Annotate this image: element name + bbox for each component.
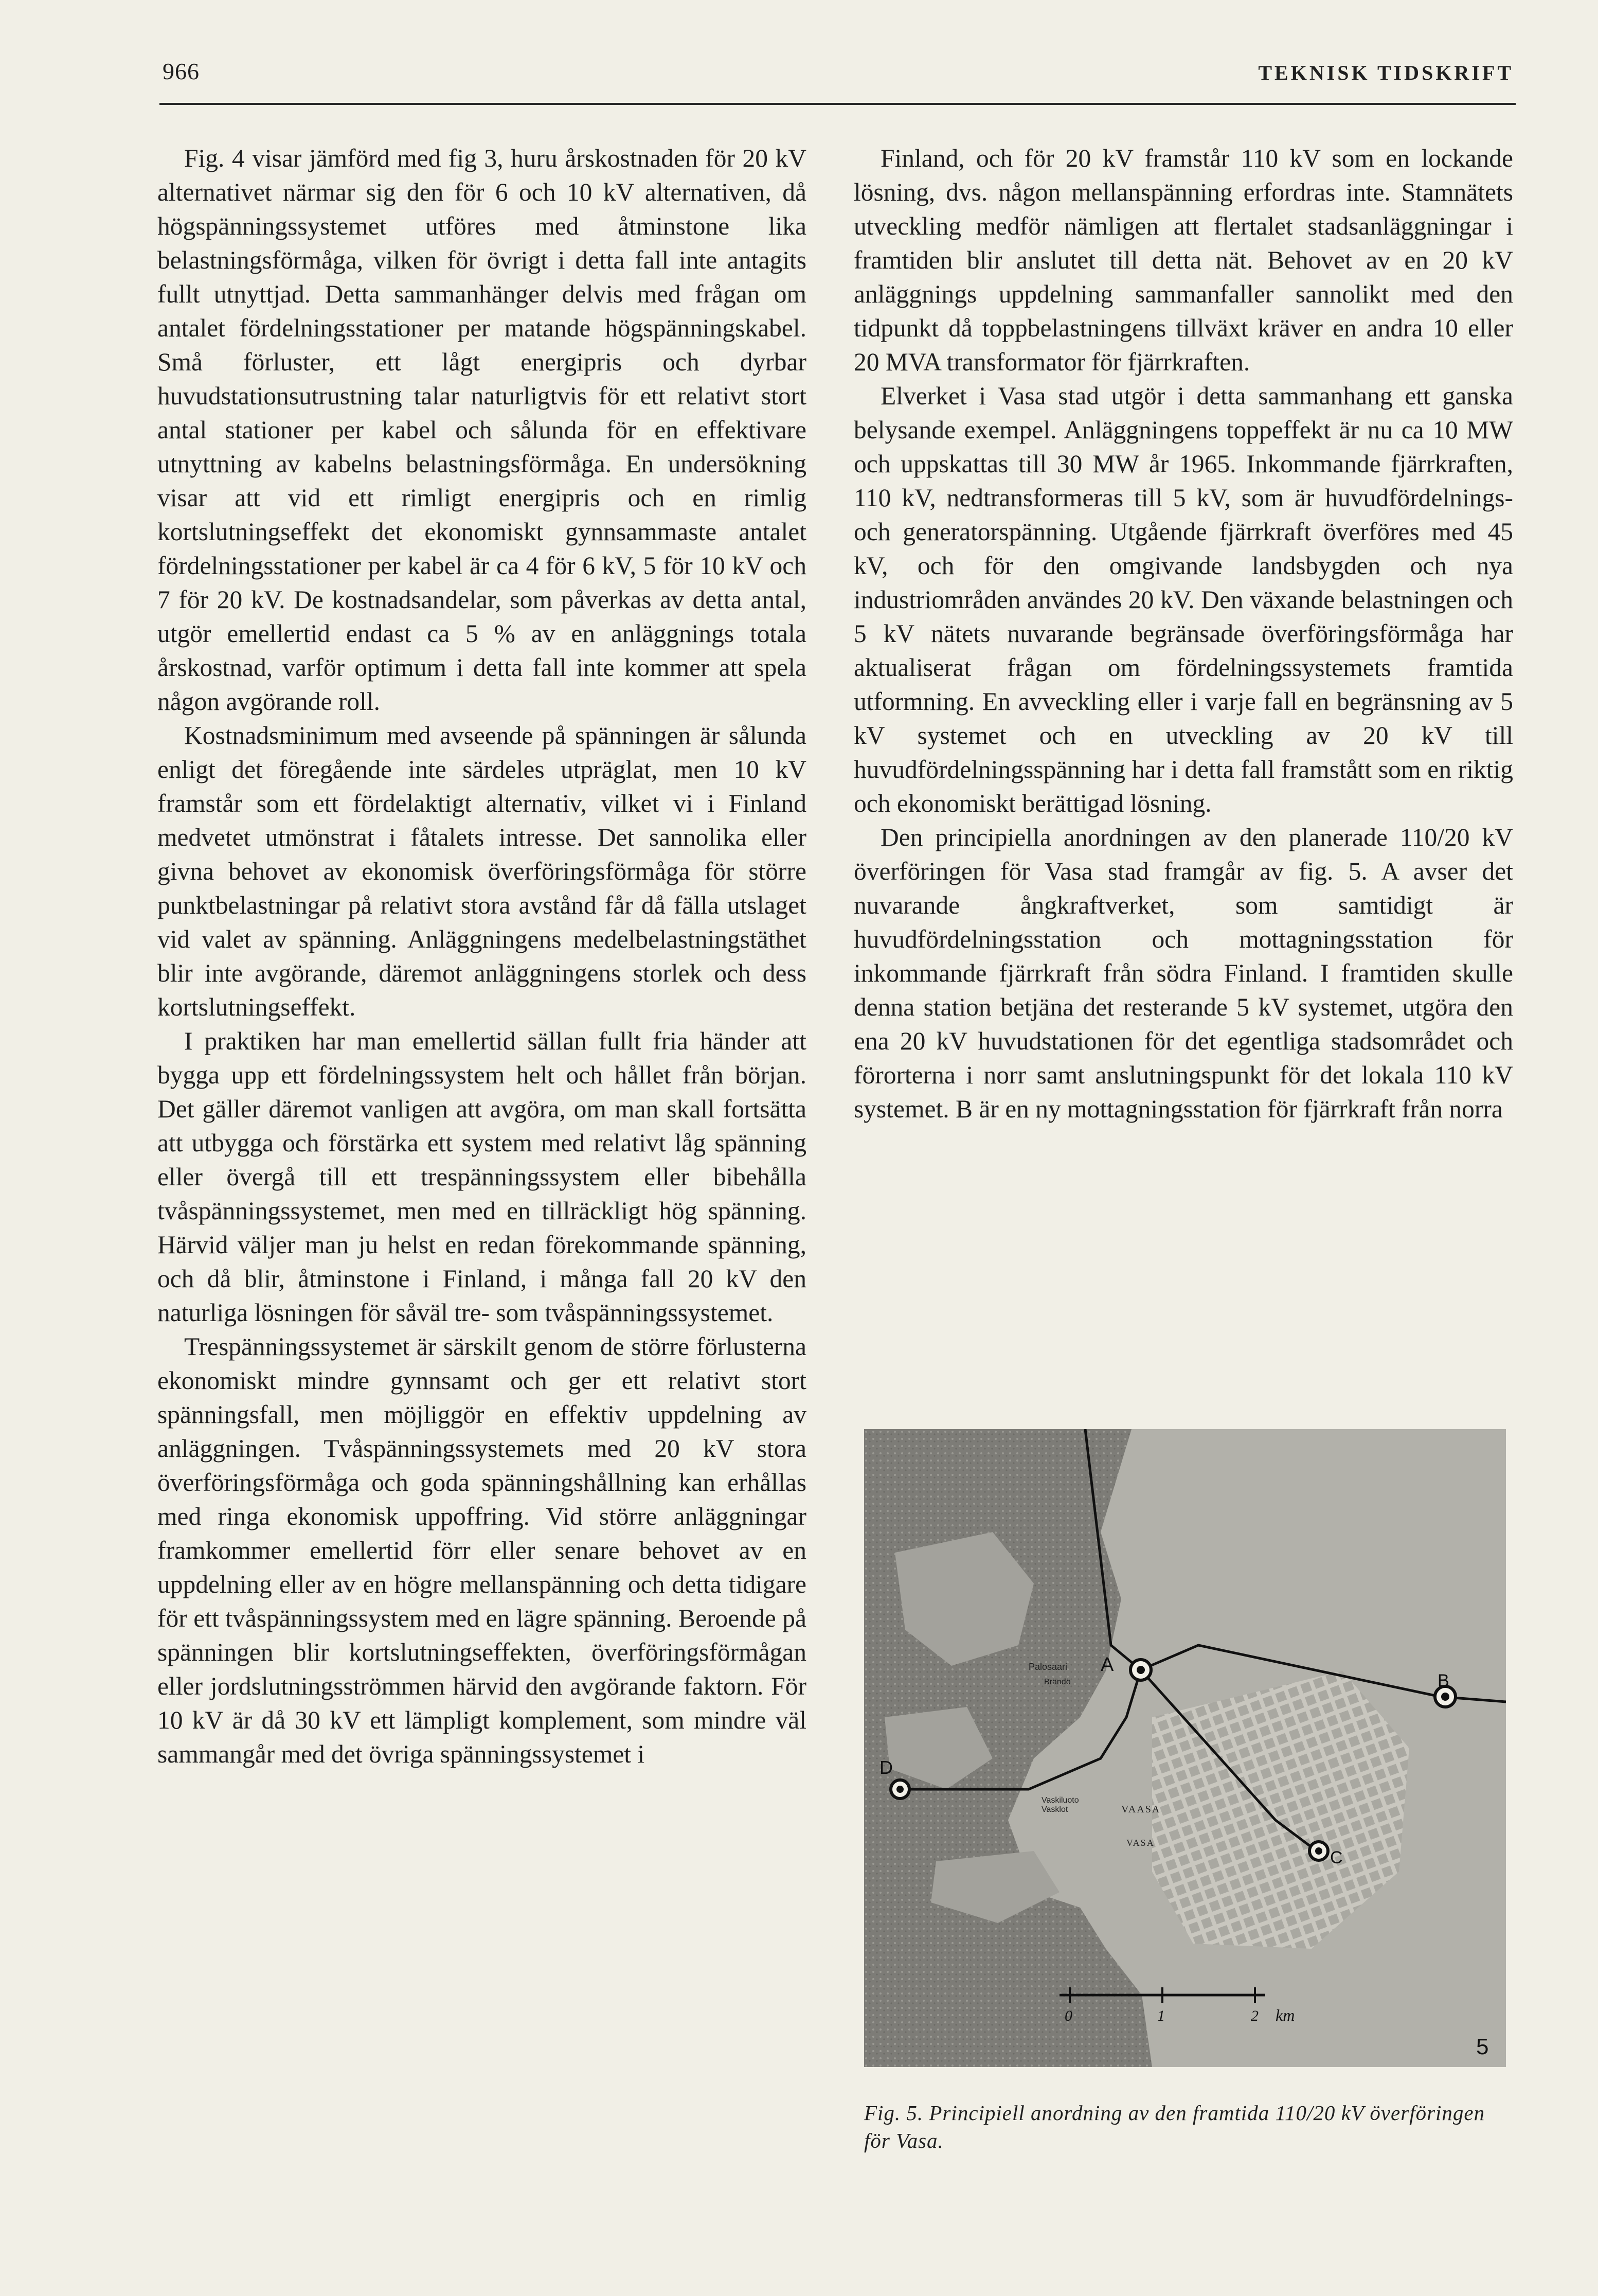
station-d-label: D <box>879 1757 893 1778</box>
right-text-column <box>854 141 1513 1126</box>
vasa-map <box>864 1429 1506 2067</box>
map-figure <box>864 1429 1506 2067</box>
running-head: TEKNISK TIDSKRIFT <box>1258 61 1514 84</box>
station-b-label: B <box>1438 1671 1449 1690</box>
left-text-column <box>157 141 806 1771</box>
scale-label: 2 <box>1251 2007 1259 2024</box>
scale-unit: km <box>1276 2006 1295 2024</box>
paragraph: Trespänningssystemet är särskilt genom de större förlusterna ekonomiskt mindre gynnsamt och ger ett relativt stort spänningsfall, men möjliggör en effektiv uppdelning av anläggningen. Tvåspänningssystemets med 20 kV stora överföringsförmåga och goda spänningshållning kan erhållas med ringa ekonomisk uppoffring. Vid större anläggningar framkommer emellertid förr eller senare behovet av en uppdelning eller av en högre mellanspänning och detta tidigare för ett tvåspänningssystem med en lägre spänning. Beroende på spänningen blir kortslutningseffekten, överföringsförmågan eller jordslutningsströmmen härvid den avgörande faktorn. För 10 kV är då 30 kV ett lämpligt komplement, som mindre väl sammangår med det övriga spänningssystemet i <box>157 1332 806 1768</box>
figure-number: 5 <box>1476 2034 1489 2059</box>
paragraph: I praktiken har man emellertid sällan fullt fria händer att bygga upp ett fördelningssystem helt och hållet från början. Det gäller däremot vanligen att avgöra, om man skall fortsätta att utbygga och förstärka ett system med relativt låg spänning eller övergå till ett trespänningssystem eller bibehålla tvåspänningssystemet, men med en tillräckligt hög spänning. Härvid väljer man ju helst en redan förekommande spänning, och då blir, åtminstone i Finland, i många fall 20 kV den naturliga lösningen för såväl tre- som tvåspänningssystemet. <box>157 1027 806 1327</box>
figure-caption <box>864 2099 1513 2155</box>
scale-label: 1 <box>1157 2007 1165 2024</box>
place-label: Brändö <box>1044 1678 1071 1686</box>
place-label: Vaskiluoto <box>1042 1796 1079 1805</box>
place-label: Palosaari <box>1029 1662 1068 1672</box>
header-rule <box>159 103 1516 105</box>
paragraph: Finland, och för 20 kV framstår 110 kV som en lockande lösning, dvs. någon mellanspänning erfordras inte. Stamnätets utveckling medför nämligen att flertalet stadsanläggningar i framtiden blir anslutet till detta nät. Behovet av en 20 kV anläggnings uppdelning sammanfaller sannolikt med den tidpunkt då toppbelastningens tillväxt kräver en andra 10 eller 20 MVA transformator för fjärrkraften. <box>854 144 1513 376</box>
paragraph: Kostnadsminimum med avseende på spänningen är sålunda enligt det föregående inte särdeles utpräglat, men 10 kV framstår som ett fördelaktigt alternativ, vilket vi i Finland medvetet utmönstrat i fåtalets intresse. Det sannolika eller givna behovet av ekonomisk överföringsförmåga för större punktbelastningar på relativt stora avstånd får då fälla utslaget vid valet av spänning. Anläggningens medelbelastningstäthet blir inte avgörande, däremot anläggningens storlek och dess kortslutningseffekt. <box>157 721 806 1021</box>
city-label: VAASA <box>1121 1804 1161 1815</box>
scale-label: 0 <box>1065 2007 1072 2024</box>
paragraph: Elverket i Vasa stad utgör i detta sammanhang ett ganska belysande exempel. Anläggningens toppeffekt är nu ca 10 MW och uppskattas till 30 MW år 1965. Inkommande fjärrkraften, 110 kV, nedtransformeras till 5 kV, som är huvudfördelnings- och generatorspänning. Utgående fjärrkraft överföres med 45 kV, och för den omgivande landsbygden och nya industriområden användes 20 kV. Den växande belastningen och 5 kV nätets nuvarande begränsade överföringsförmåga har aktualiserat frågan om fördelningssystemets framtida utformning. En avveckling eller i varje fall en begränsning av 5 kV systemet och en utveckling av 20 kV till huvudfördelningsspänning har i detta fall framstått som en riktig och ekonomiskt berättigad lösning. <box>854 382 1513 817</box>
place-label: Vasklot <box>1042 1805 1068 1814</box>
page-number: 966 <box>163 58 200 84</box>
station-a-label: A <box>1101 1654 1114 1676</box>
station-c-label: C <box>1330 1848 1343 1867</box>
paragraph: Fig. 4 visar jämförd med fig 3, huru årskostnaden för 20 kV alternativet närmar sig den för 6 och 10 kV alternativen, då högspänningssystemet utföres med åtminstone lika belastningsförmåga, vilken för övrigt i detta fall inte antagits fullt utnyttjad. Detta sammanhänger delvis med frågan om antalet fördelningsstationer per matande högspänningskabel. Små förluster, ett lågt energipris och dyrbar huvudstationsutrustning talar naturligtvis för ett relativt stort antal stationer per kabel och sålunda för en effektivare utnyttning av kabelns belastningsförmåga. En undersökning visar att vid ett rimligt energipris och en rimlig kortslutningseffekt det ekonomiskt gynnsammaste antalet fördelningsstationer per kabel är ca 4 för 6 kV, 5 för 10 kV och 7 för 20 kV. De kostnadsandelar, som påverkas av detta antal, utgör emellertid endast ca 5 % av en anläggnings totala årskostnad, varför optimum i detta fall inte kommer att spela någon avgörande roll. <box>157 144 806 716</box>
caption-text: Fig. 5. Principiell anordning av den framtida 110/20 kV överföringen för Vasa. <box>864 2101 1485 2152</box>
paragraph: Den principiella anordningen av den planerade 110/20 kV överföringen för Vasa stad framgår av fig. 5. A avser det nuvarande ångkraftverket, som samtidigt är huvudfördelningsstation och mottagningsstation för inkommande fjärrkraft från södra Finland. I framtiden skulle denna station betjäna det resterande 5 kV systemet, utgöra den ena 20 kV huvudstationen för det egentliga stadsområdet och förorterna i norr samt anslutningspunkt för det lokala 110 kV systemet. B är en ny mottagningsstation för fjärrkraft från norra <box>854 823 1513 1123</box>
city-label: VASA <box>1126 1838 1155 1848</box>
